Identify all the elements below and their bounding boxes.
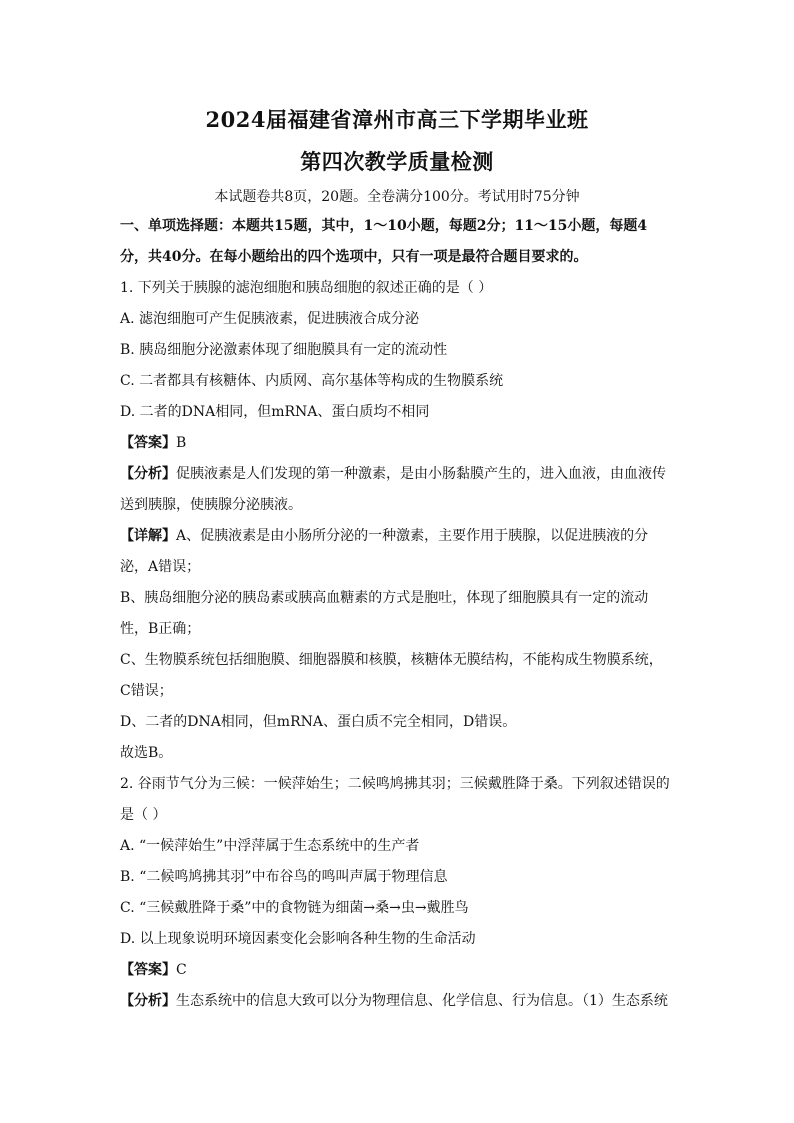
answer-value: B bbox=[176, 435, 187, 451]
q1-answer bbox=[120, 433, 680, 453]
q1-detail-line4: 性，B正确； bbox=[120, 621, 201, 637]
q2-stem-line1: 2. 谷雨节气分为三候：一候萍始生；二候鸣鸠拂其羽；三候戴胜降于桑。下列叙述错误的 bbox=[120, 776, 670, 792]
q2-stem-line2: 是（ ） bbox=[120, 807, 167, 823]
q1-stem: 1. 下列关于胰腺的滤泡细胞和胰岛细胞的叙述正确的是（ ） bbox=[120, 280, 493, 296]
q1-detail-line7: D、二者的DNA相同，但mRNA、蛋白质不完全相同，D错误。 bbox=[120, 714, 517, 730]
section-header-line2: 分，共40分。在每小题给出的四个选项中，只有一项是最符合题目要求的。 bbox=[120, 249, 588, 265]
q1-analysis-line1 bbox=[120, 464, 680, 484]
analysis-tag: 【分析】 bbox=[120, 993, 176, 1009]
q1-option-d: D. 二者的DNA相同，但mRNA、蛋白质均不相同 bbox=[120, 404, 430, 420]
q2-option-b: B. “二候鸣鸠拂其羽”中布谷鸟的鸣叫声属于物理信息 bbox=[120, 869, 448, 885]
answer-value: C bbox=[176, 962, 187, 978]
q2-option-a: A. “一候萍始生”中浮萍属于生态系统中的生产者 bbox=[120, 838, 420, 854]
detail-tag: 【详解】 bbox=[120, 528, 176, 544]
q1-detail-line6: C错误； bbox=[120, 683, 173, 699]
detail-text: A、促胰液素是由小肠所分泌的一种激素，主要作用于胰腺，以促进胰液的分 bbox=[176, 528, 649, 544]
q1-option-b: B. 胰岛细胞分泌激素体现了细胞膜具有一定的流动性 bbox=[120, 342, 448, 358]
q1-detail-line1 bbox=[120, 526, 680, 546]
q1-detail-line5: C、生物膜系统包括细胞膜、细胞器膜和核膜，核糖体无膜结构，不能构成生物膜系统， bbox=[120, 652, 663, 668]
q1-detail-line3: B、胰岛细胞分泌的胰岛素或胰高血糖素的方式是胞吐，体现了细胞膜具有一定的流动 bbox=[120, 590, 649, 606]
section-header-line1: 一、单项选择题：本题共15题，其中，1～10小题，每题2分；11～15小题，每题4 bbox=[120, 218, 648, 234]
answer-tag: 【答案】 bbox=[120, 962, 176, 978]
analysis-text: 生态系统中的信息大致可以分为物理信息、化学信息、行为信息。（1）生态系统 bbox=[176, 993, 668, 1009]
q2-option-c: C. “三候戴胜降于桑”中的食物链为细菌→桑→虫→戴胜鸟 bbox=[120, 900, 469, 916]
q1-detail-line8: 故选B。 bbox=[120, 745, 173, 761]
document-title-line2: 第四次教学质量检测 bbox=[300, 149, 494, 174]
q1-analysis-line2: 送到胰腺，使胰腺分泌胰液。 bbox=[120, 497, 302, 513]
q2-analysis-line1 bbox=[120, 991, 680, 1011]
q1-option-a: A. 滤泡细胞可产生促胰液素，促进胰液合成分泌 bbox=[120, 311, 420, 327]
answer-tag: 【答案】 bbox=[120, 435, 176, 451]
document-title-line1: 2024届福建省漳州市高三下学期毕业班 bbox=[205, 107, 589, 132]
q2-option-d: D. 以上现象说明环境因素变化会影响各种生物的生命活动 bbox=[120, 931, 476, 947]
q2-answer bbox=[120, 960, 680, 980]
analysis-text: 促胰液素是人们发现的第一种激素，是由小肠黏膜产生的，进入血液，由血液传 bbox=[176, 466, 666, 482]
q1-detail-line2: 泌，A错误； bbox=[120, 559, 201, 575]
q1-option-c: C. 二者都具有核糖体、内质网、高尔基体等构成的生物膜系统 bbox=[120, 373, 504, 389]
analysis-tag: 【分析】 bbox=[120, 466, 176, 482]
exam-info: 本试题卷共8页，20题。全卷满分100分。考试用时75分钟 bbox=[214, 189, 580, 205]
